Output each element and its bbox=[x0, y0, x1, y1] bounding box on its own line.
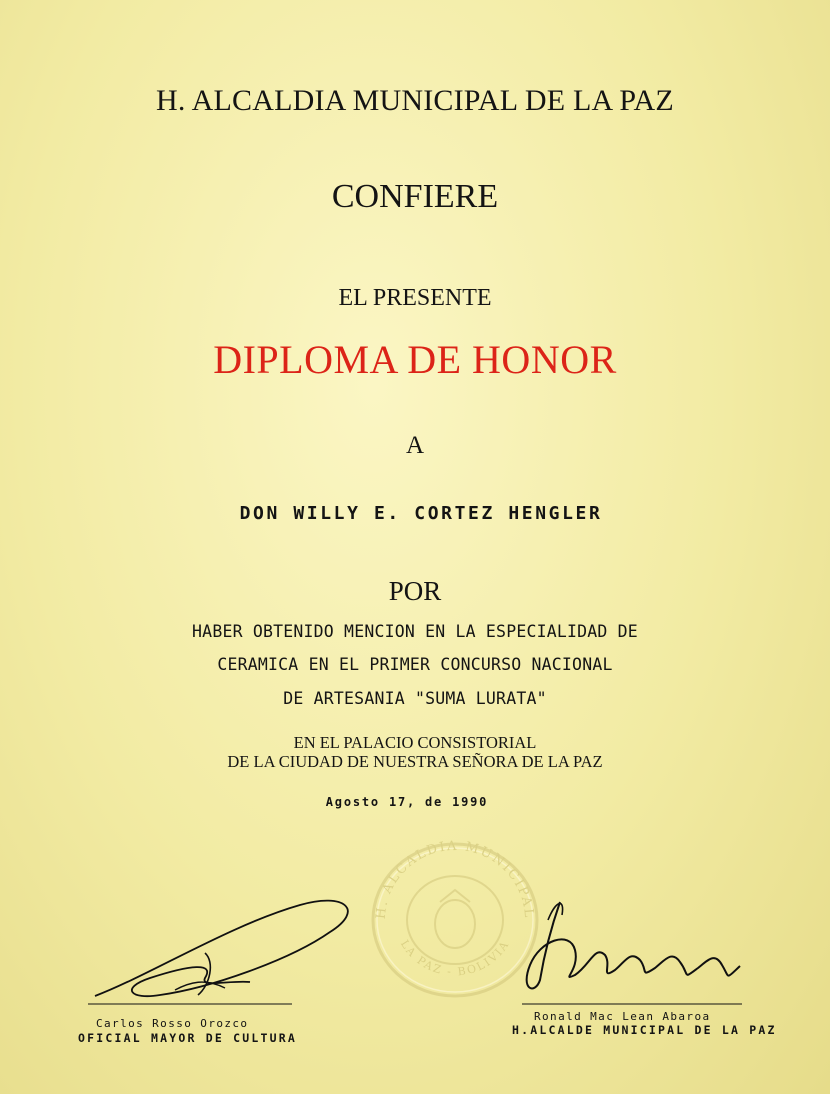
intro-text: EL PRESENTE bbox=[338, 285, 492, 311]
venue-line: DE LA CIUDAD DE NUESTRA SEÑORA DE LA PAZ bbox=[227, 752, 603, 771]
confers-heading: CONFIERE bbox=[331, 178, 499, 215]
reason-line: HABER OBTENIDO MENCION EN LA ESPECIALIDAD DE bbox=[192, 622, 638, 641]
reason-label: POR bbox=[388, 576, 442, 606]
issue-date: Agosto 17, de 1990 bbox=[325, 795, 489, 809]
right-signatory-title: H.ALCALDE MUNICIPAL DE LA PAZ bbox=[512, 1023, 777, 1037]
reason-line: DE ARTESANIA "SUMA LURATA" bbox=[283, 689, 547, 708]
seal-bottom-text: LA PAZ - BOLIVIA bbox=[397, 937, 513, 979]
seal-top-text: H. ALCALDIA MUNICIPAL bbox=[373, 838, 537, 920]
reason-line: CERAMICA EN EL PRIMER CONCURSO NACIONAL bbox=[217, 655, 613, 674]
signatures bbox=[0, 870, 830, 1030]
left-signatory-name: Carlos Rosso Orozco bbox=[96, 1017, 249, 1030]
left-signatory-title: OFICIAL MAYOR DE CULTURA bbox=[78, 1031, 297, 1045]
preposition: A bbox=[405, 432, 425, 459]
award-title: DIPLOMA DE HONOR bbox=[213, 337, 617, 382]
venue-line: EN EL PALACIO CONSISTORIAL bbox=[293, 733, 537, 752]
recipient-name: DON WILLY E. CORTEZ HENGLER bbox=[239, 503, 603, 524]
right-signature-icon bbox=[522, 902, 742, 1004]
right-signatory-name: Ronald Mac Lean Abaroa bbox=[534, 1010, 711, 1023]
issuing-authority: H. ALCALDIA MUNICIPAL DE LA PAZ bbox=[156, 84, 674, 117]
left-signature-icon bbox=[88, 901, 348, 1004]
